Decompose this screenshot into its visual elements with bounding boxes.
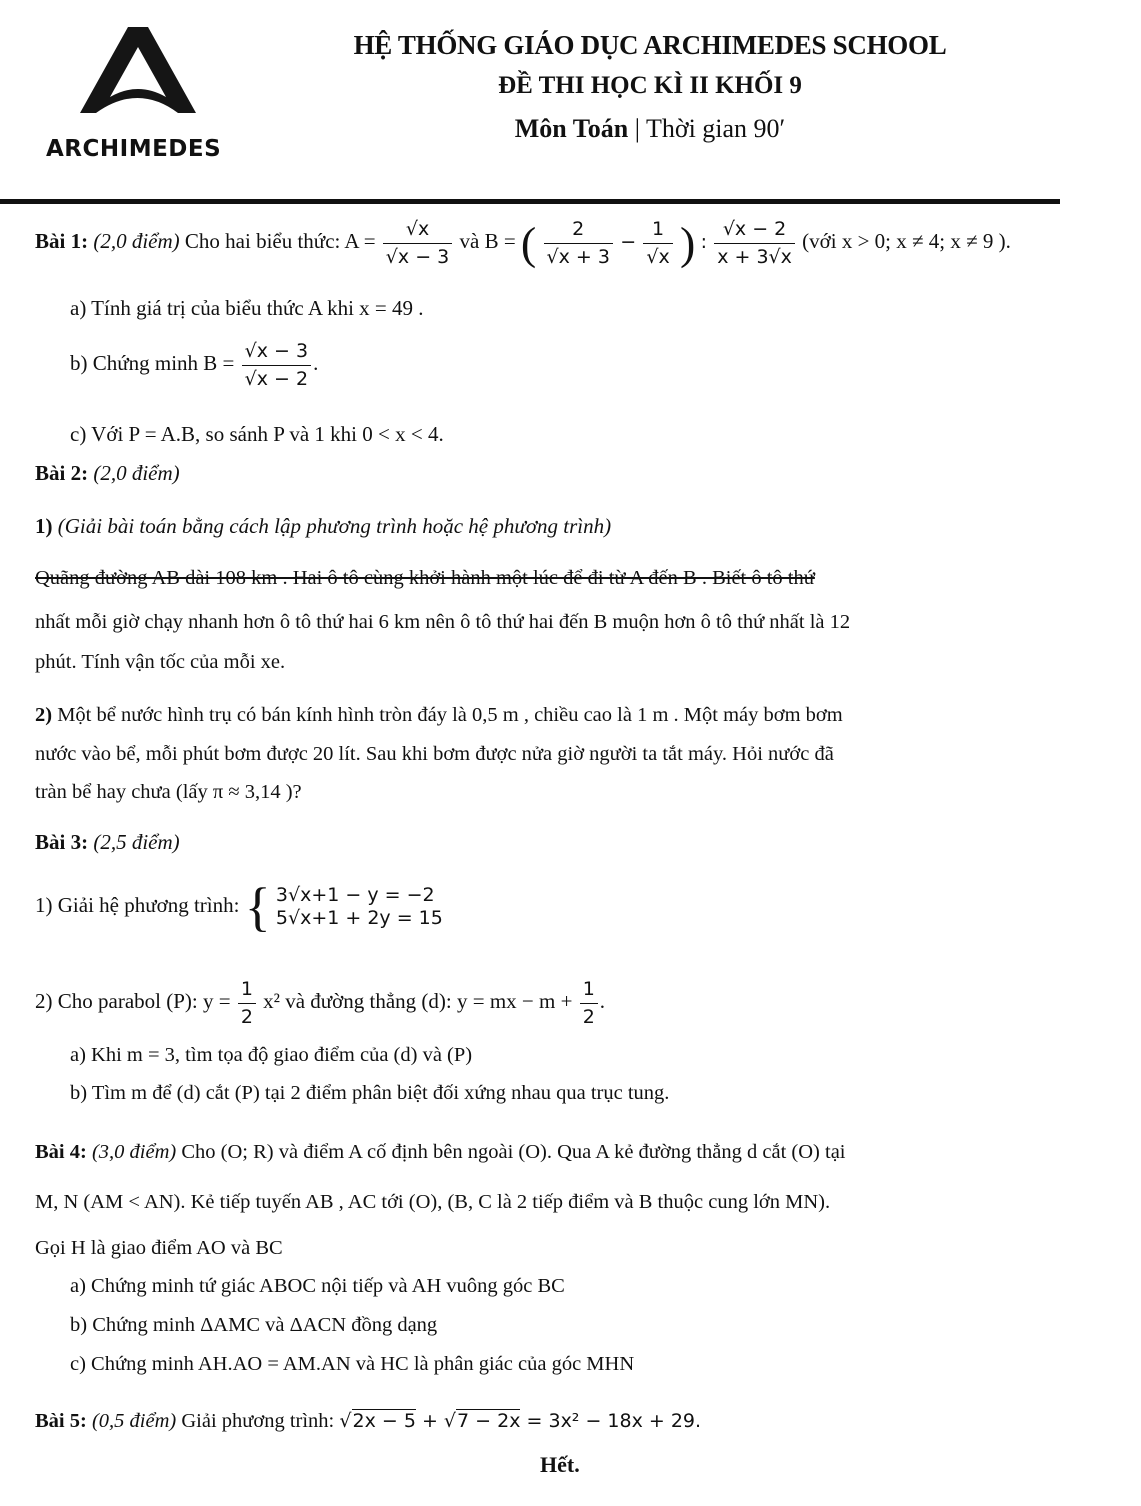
bai4-points: (3,0 điểm): [91, 1141, 177, 1163]
sqrt-term-1: 2x − 5: [352, 1410, 416, 1432]
bai2-p2-line2: nước vào bể, mỗi phút bơm được 20 lít. Sau khi bơm được nửa giờ người ta tắt máy. Hỏi nước đã: [35, 743, 834, 765]
bai2-p1-line1: Quãng đường AB dài 108 km . Hai ô tô cùng khởi hành một lúc để đi từ A đến B . Biết ô tô thứ: [35, 567, 815, 589]
bai2-p1-label: 1): [35, 514, 53, 538]
equation-2: 5√x+1 + 2y = 15: [275, 907, 443, 929]
frac1-num: 2: [544, 218, 613, 244]
bai1-condition: (với x > 0; x ≠ 4; x ≠ 9 ).: [802, 229, 1011, 254]
bai3-b: b) Tìm m để (d) cắt (P) tại 2 điểm phân biệt đối xứng nhau qua trục tung.: [70, 1082, 670, 1104]
half-den-2: 2: [582, 1005, 595, 1028]
minus-sign: −: [620, 231, 637, 254]
expr-b-frac1: [544, 218, 613, 269]
end-marker: Hết.: [540, 1452, 580, 1477]
bai1-points: (2,0 điểm): [93, 229, 180, 254]
expr-a-num: √x: [383, 218, 452, 244]
bai2-label: Bài 2:: [35, 461, 89, 485]
bai1-statement: [35, 218, 1011, 269]
frac3-den: x + 3√x: [717, 245, 792, 268]
bai1-b-den: √x − 2: [244, 367, 309, 390]
bai2-p1-line3: phút. Tính vận tốc của mỗi xe.: [35, 651, 286, 673]
bai4-a: a) Chứng minh tứ giác ABOC nội tiếp và AH vuông góc BC: [70, 1275, 565, 1297]
archimedes-a-logo-icon: [78, 25, 198, 135]
half-num-1: 1: [238, 978, 256, 1004]
plus-sign: +: [421, 1410, 438, 1432]
bai1-b-num: √x − 3: [242, 340, 311, 366]
open-paren: (: [520, 217, 537, 269]
exam-title: ĐỀ THI HỌC KÌ II KHỐI 9: [498, 72, 802, 99]
bai5-points: (0,5 điểm): [91, 1410, 177, 1432]
frac1-den: √x + 3: [546, 245, 610, 268]
bai4-label: Bài 4:: [35, 1141, 87, 1163]
school-name: HỆ THỐNG GIÁO DỤC ARCHIMEDES SCHOOL: [353, 30, 947, 60]
bai1-b-frac: [242, 340, 311, 391]
half-num-2: 1: [580, 978, 598, 1004]
bai1-intro: Cho hai biểu thức: A =: [184, 229, 376, 254]
bai1-a: a) Tính giá trị của biểu thức A khi x = 49 .: [70, 296, 424, 320]
bai2-p2-label: 2): [35, 704, 53, 726]
logo-text: ARCHIMEDES: [46, 136, 222, 162]
time-limit: Thời gian 90′: [645, 114, 786, 143]
equation-system: [276, 884, 443, 930]
bai4-line3: Gọi H là giao điểm AO và BC: [35, 1237, 283, 1259]
separator: |: [634, 114, 640, 143]
frac2-num: 1: [643, 218, 672, 244]
frac2-den: √x: [646, 245, 670, 268]
bai3-p1-prefix: 1) Giải hệ phương trình:: [35, 892, 240, 917]
and-b: và B =: [459, 229, 516, 254]
bai5-rhs: = 3x² − 18x + 29.: [526, 1410, 702, 1432]
subject-line: [280, 114, 1020, 144]
divide-sign: :: [700, 231, 707, 254]
bai1-b-prefix: b) Chứng minh B =: [70, 351, 235, 376]
bai5-prefix: Giải phương trình:: [181, 1410, 335, 1432]
bai2-p2-line3: tràn bể hay chưa (lấy π ≈ 3,14 )?: [35, 781, 302, 803]
expr-a-den: √x − 3: [385, 245, 450, 268]
expr-b-frac3: [714, 218, 795, 269]
half-frac-1: [238, 978, 256, 1029]
bai3-a: a) Khi m = 3, tìm tọa độ giao điểm của (d) và (P): [70, 1044, 473, 1066]
bai1-c: c) Với P = A.B, so sánh P và 1 khi 0 < x < 4.: [70, 422, 444, 446]
bai2-p2-text1: Một bể nước hình trụ có bán kính hình tròn đáy là 0,5 m , chiều cao là 1 m . Một máy bơm bơm: [57, 704, 843, 726]
bai3-p2: [35, 978, 605, 1029]
bai4-c: c) Chứng minh AH.AO = AM.AN và HC là phân giác của góc MHN: [70, 1353, 635, 1375]
bai2-p1-line2: nhất mỗi giờ chạy nhanh hơn ô tô thứ hai 6 km nên ô tô thứ hai đến B muộn hơn ô tô thứ nhất là 12: [35, 611, 851, 633]
bai5-statement: [35, 1409, 701, 1434]
bai1-b-suffix: .: [313, 351, 319, 376]
bai3-heading: [35, 830, 180, 855]
bai4-b: b) Chứng minh ΔAMC và ΔACN đồng dạng: [70, 1314, 438, 1336]
bai4-line2: M, N (AM < AN). Kẻ tiếp tuyến AB , AC tới (O), (B, C là 2 tiếp điểm và B thuộc cung lớn MN).: [35, 1191, 831, 1213]
bai3-p2-prefix: 2) Cho parabol (P): y =: [35, 989, 231, 1014]
close-paren: ): [679, 217, 696, 269]
bai1-b: [70, 340, 318, 391]
system-brace: {: [244, 877, 271, 937]
bai3-p2-end: .: [599, 989, 606, 1014]
bai1-label: Bài 1:: [35, 229, 89, 254]
header-divider: [0, 199, 1060, 204]
bai2-p1-instruction: (Giải bài toán bằng cách lập phương trình hoặc hệ phương trình): [57, 514, 612, 538]
equation-1: 3√x+1 − y = −2: [275, 884, 435, 907]
half-den-1: 2: [240, 1005, 253, 1028]
bai2-p2-line1: [35, 703, 843, 728]
frac3-num: √x − 2: [714, 218, 795, 244]
bai3-points: (2,5 điểm): [93, 830, 180, 854]
bai2-p1-heading: [35, 514, 611, 539]
bai5-equation: √2x − 5 + √7 − 2x = 3x² − 18x + 29.: [339, 1410, 702, 1432]
sqrt-term-2: 7 − 2x: [457, 1410, 521, 1432]
bai2-heading: [35, 461, 180, 486]
bai2-points: (2,0 điểm): [93, 461, 180, 485]
expr-a: [383, 218, 452, 269]
bai5-label: Bài 5:: [35, 1410, 87, 1432]
bai3-label: Bài 3:: [35, 830, 89, 854]
bai4-text1: Cho (O; R) và điểm A cố định bên ngoài (O). Qua A kẻ đường thẳng d cắt (O) tại: [181, 1141, 846, 1163]
bai4-line1: [35, 1140, 846, 1165]
half-frac-2: [580, 978, 598, 1029]
expr-b-frac2: [643, 218, 672, 269]
bai3-p2-mid: x² và đường thẳng (d): y = mx − m +: [263, 989, 573, 1014]
subject: Môn Toán: [514, 114, 629, 143]
bai3-p1: [35, 877, 443, 937]
